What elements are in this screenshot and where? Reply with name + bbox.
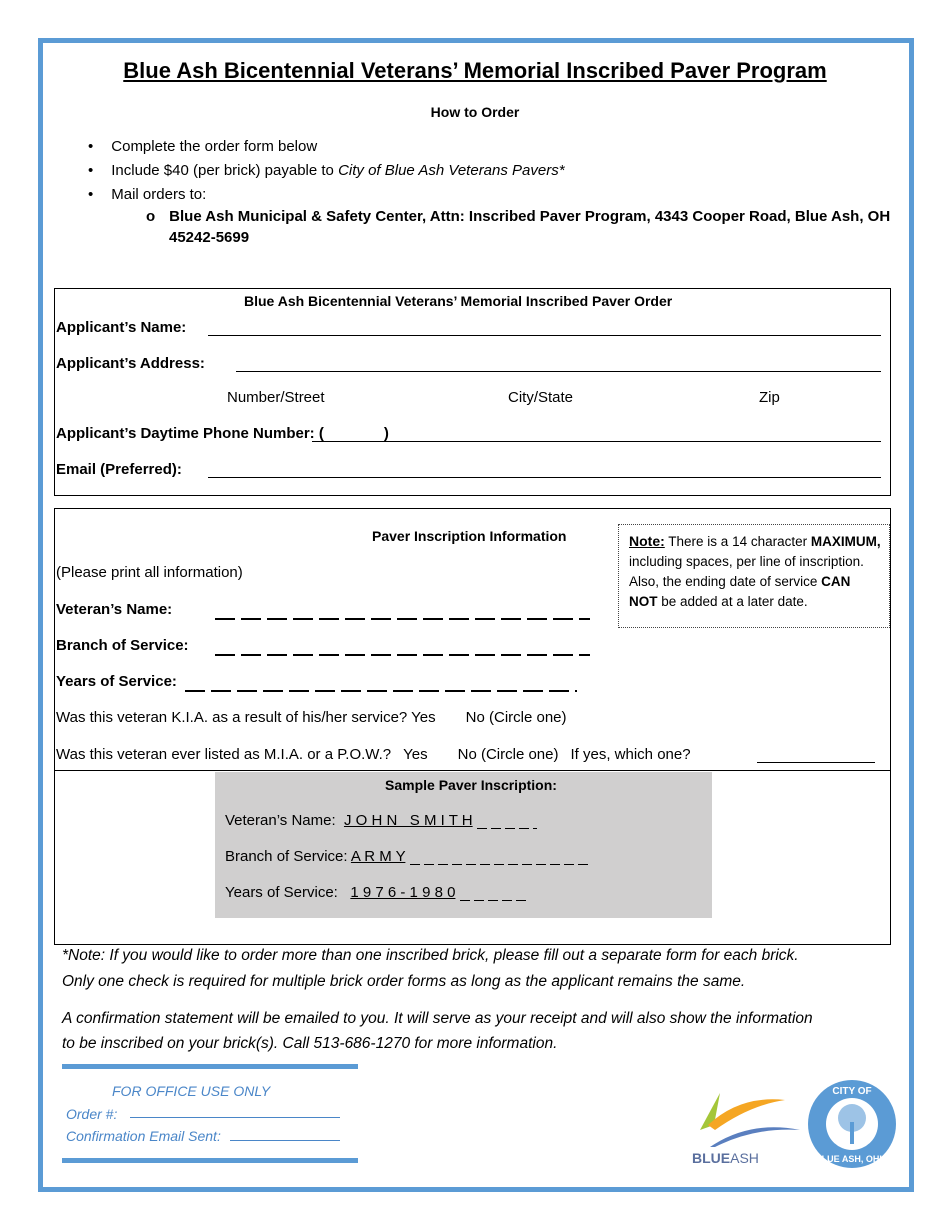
blue-ash-logo	[690, 1085, 800, 1165]
branch-label: Branch of Service:	[56, 637, 189, 654]
mailing-zip: 45242-5699	[169, 229, 250, 246]
address-field[interactable]	[236, 371, 881, 372]
paver-header: Paver Inscription Information	[372, 528, 567, 544]
order-number-label: Order #:	[66, 1106, 118, 1122]
kia-no[interactable]: No (Circle one)	[465, 709, 567, 726]
email-label: Email (Preferred):	[56, 461, 182, 478]
city-label: City/State	[508, 389, 574, 406]
phone-field[interactable]	[312, 441, 881, 442]
character-limit-note: Note: There is a 14 character MAXIMUM, including spaces, per line of inscription. Also, the ending date of service CAN NOT be added at a later date.	[618, 524, 890, 628]
address-label: Applicant’s Address:	[56, 355, 205, 372]
office-bar-bottom	[62, 1158, 358, 1163]
confirmation-note-2: to be inscribed on your brick(s). Call 513-686-1270 for more information.	[62, 1035, 558, 1052]
sample-name: Veteran’s Name: J O H N S M I T H	[225, 812, 537, 829]
print-instruction: (Please print all information)	[56, 564, 243, 581]
multiple-brick-note: *Note: If you would like to order more than one inscribed brick, please fill out a separate form for each brick.	[62, 947, 799, 964]
street-label: Number/Street	[227, 389, 325, 406]
bullet-2: • Include $40 (per brick) payable to City of Blue Ash Veterans Pavers*	[88, 162, 565, 179]
years-field[interactable]	[185, 690, 577, 692]
zip-label: Zip	[759, 389, 780, 406]
sample-years: Years of Service: 1 9 7 6 - 1 9 8 0	[225, 884, 530, 901]
bullet-1: • Complete the order form below	[88, 138, 318, 155]
kia-question: Was this veteran K.I.A. as a result of his/her service? Yes No (Circle one)	[56, 709, 567, 726]
years-label: Years of Service:	[56, 673, 177, 690]
order-number-field[interactable]	[130, 1117, 340, 1118]
sample-branch: Branch of Service: A R M Y	[225, 848, 590, 865]
email-field[interactable]	[208, 477, 881, 478]
email-sent-label: Confirmation Email Sent:	[66, 1128, 221, 1144]
sample-inscription	[215, 772, 712, 918]
mia-no[interactable]: No (Circle one)	[457, 746, 559, 763]
office-title: FOR OFFICE USE ONLY	[112, 1083, 271, 1099]
mailing-address: o Blue Ash Municipal & Safety Center, Attn: Inscribed Paver Program, 4343 Cooper Road, Blue Ash, OH	[146, 208, 891, 225]
multiple-brick-note-2: Only one check is required for multiple brick order forms as long as the applicant remains the same.	[62, 973, 746, 990]
veteran-name-field[interactable]	[215, 618, 590, 620]
mia-which-field[interactable]	[757, 762, 875, 763]
divider	[54, 770, 891, 771]
sample-header: Sample Paver Inscription:	[385, 777, 557, 793]
order-header: Blue Ash Bicentennial Veterans’ Memorial Inscribed Paver Order	[244, 293, 673, 309]
kia-yes[interactable]: Yes	[411, 709, 436, 726]
branch-field[interactable]	[215, 654, 590, 656]
confirmation-note: A confirmation statement will be emailed to you. It will serve as your receipt and will also show the information	[62, 1010, 813, 1027]
veteran-name-label: Veteran’s Name:	[56, 601, 173, 618]
svg-text:BLUE ASH, OHIO: BLUE ASH, OHIO	[815, 1154, 889, 1164]
mia-question: Was this veteran ever listed as M.I.A. or a P.O.W.? Yes No (Circle one) If yes, which one?	[56, 746, 691, 763]
how-to-order-heading: How to Order	[430, 104, 520, 120]
page-title: Blue Ash Bicentennial Veterans’ Memorial Inscribed Paver Program	[123, 58, 827, 83]
svg-text:CITY OF: CITY OF	[832, 1086, 872, 1097]
name-field[interactable]	[208, 335, 881, 336]
phone-label: Applicant’s Daytime Phone Number: ( )	[56, 425, 389, 442]
city-seal	[808, 1080, 896, 1168]
email-sent-field[interactable]	[230, 1140, 340, 1141]
mia-yes[interactable]: Yes	[403, 746, 428, 763]
name-label: Applicant’s Name:	[56, 319, 187, 336]
svg-text:BLUEASH: BLUEASH	[692, 1150, 759, 1165]
office-bar-top	[62, 1064, 358, 1069]
bullet-3: • Mail orders to:	[88, 186, 207, 203]
